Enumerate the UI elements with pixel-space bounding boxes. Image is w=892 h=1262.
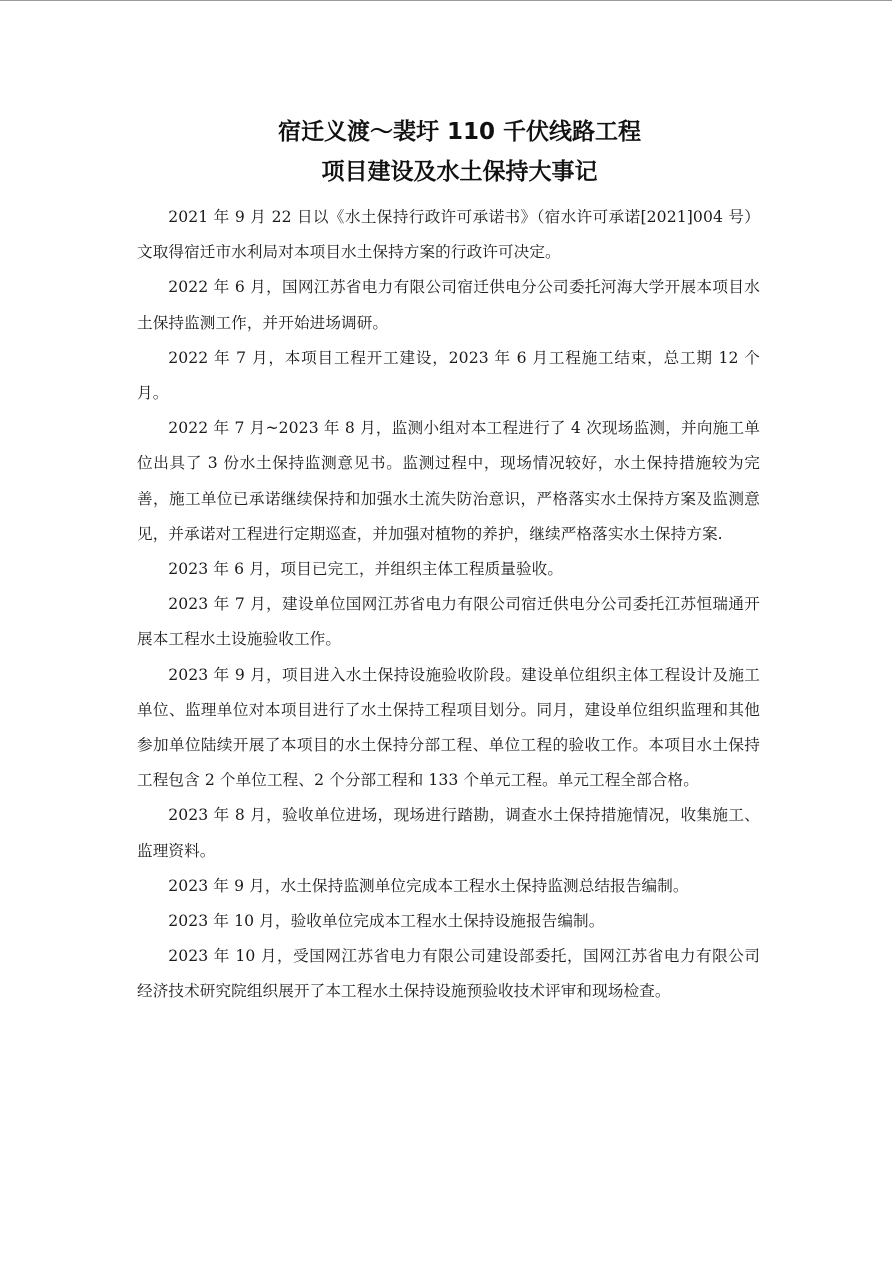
document-page <box>137 112 760 1010</box>
document-body <box>137 200 760 1010</box>
paragraph-2023-09-acceptance: 2023 年 9 月，项目进入水土保持设施验收阶段。建设单位组织主体工程设计及施工单位、监理单位对本项目进行了水土保持工程项目划分。同月，建设单位组织监理和其他参加单位陆续开展了本项目的水土保持分部工程、单位工程的验收工作。本项目水土保持工程包含 2 个单位工程、2 个分部工程和 133 个单元工程。单元工程全部合格。 <box>137 665 760 790</box>
paragraph-2022-07: 2022 年 7 月，本项目工程开工建设，2023 年 6 月工程施工结束，总工期 12 个月。 <box>137 348 760 403</box>
paragraph-2022-06: 2022 年 6 月，国网江苏省电力有限公司宿迁供电分公司委托河海大学开展本项目水土保持监测工作，并开始进场调研。 <box>137 278 760 332</box>
paragraph-monitoring: 2022 年 7 月~2023 年 8 月，监测小组对本工程进行了 4 次现场监测，并向施工单位出具了 3 份水土保持监测意见书。监测过程中，现场情况较好，水土保持措施较为完善，施工单位已承诺继续保持和加强水土流失防治意识，严格落实水土保持方案及监测意见，并承诺对工程进行定期巡查，并加强对植物的养护，继续严格落实水土保持方案. <box>137 419 760 543</box>
document-subtitle: 项目建设及水土保持大事记 <box>321 159 598 185</box>
document-title: 宿迁义渡～裴圩 110 千伏线路工程 <box>277 119 642 145</box>
paragraph-2023-08: 2023 年 8 月，验收单位进场，现场进行踏勘，调查水土保持措施情况，收集施工、监理资料。 <box>137 806 760 860</box>
paragraph-2021-09: 2021 年 9 月 22 日以《水土保持行政许可承诺书》（宿水许可承诺[2021]004 号）文取得宿迁市水利局对本项目水土保持方案的行政许可决定。 <box>137 208 760 262</box>
paragraph-2023-07: 2023 年 7 月，建设单位国网江苏省电力有限公司宿迁供电分公司委托江苏恒瑞通开展本工程水土设施验收工作。 <box>137 595 760 649</box>
paragraph-2023-06: 2023 年 6 月，项目已完工，并组织主体工程质量验收。 <box>168 560 564 579</box>
paragraph-2023-10-report: 2023 年 10 月，验收单位完成本工程水土保持设施报告编制。 <box>168 912 605 931</box>
page-top-border <box>0 0 892 1</box>
paragraph-2023-10-review: 2023 年 10 月，受国网江苏省电力有限公司建设部委托，国网江苏省电力有限公司经济技术研究院组织展开了本工程水土保持设施预验收技术评审和现场检查。 <box>137 947 760 1001</box>
paragraph-2023-09-report: 2023 年 9 月，水土保持监测单位完成本工程水土保持监测总结报告编制。 <box>168 876 689 895</box>
